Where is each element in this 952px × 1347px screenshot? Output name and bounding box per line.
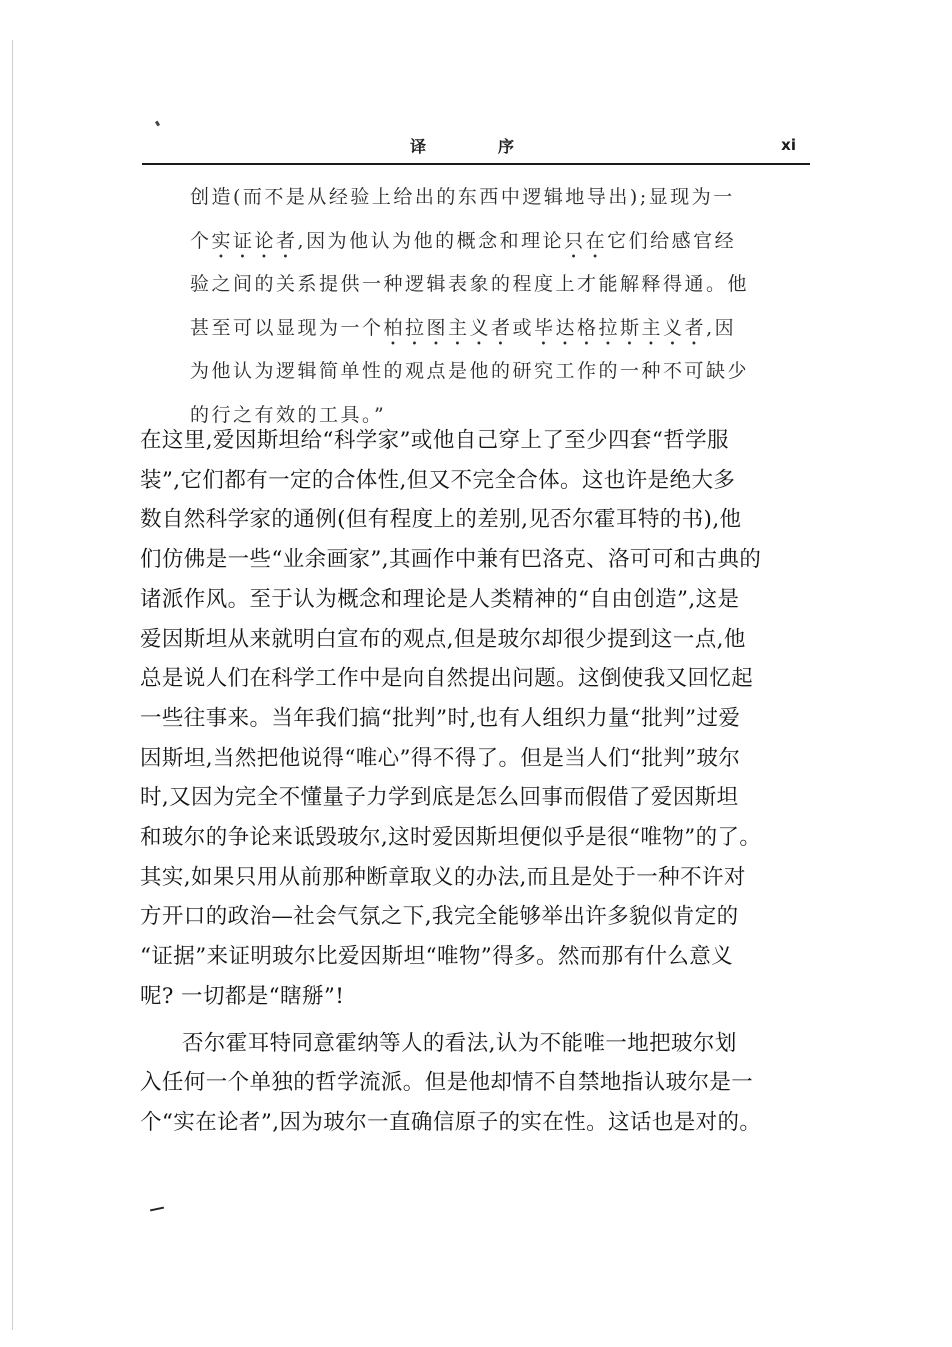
text-line: 呢? 一切都是“瞎掰”! [140,983,345,1009]
emphasized-term: 毕达格拉斯主义者 [534,316,707,339]
quote-text: 或 [512,316,535,339]
block-quote [190,176,812,437]
emphasized-term: 只在 [564,229,608,252]
text-line: 爱因斯坦从来就明白宣布的观点,但是玻尔却很少提到这一点,他 [140,626,746,652]
text-line: 否尔霍耳特同意霍纳等人的看法,认为不能唯一地把玻尔划 [182,1030,737,1056]
body-text [140,421,815,1143]
text-line: 诸派作风。至于认为概念和理论是人类精神的“自由创造”,这是 [140,586,740,612]
quote-line: 的行之有效的工具。” [190,403,387,426]
quote-line: 验之间的关系提供一种逻辑表象的程度上才能解释得通。他 [190,273,750,295]
text-line: 个“实在论者”,因为玻尔一直确信原子的实在性。这话也是对的。 [140,1109,762,1135]
emphasized-term: 实证论者 [211,229,298,252]
text-line: 数自然科学家的通例(但有程度上的差别,见否尔霍耳特的书),他 [140,507,742,533]
text-line: 总是说人们在科学工作中是向自然提出问题。这倒使我又回忆起 [140,666,754,692]
scan-speck [155,121,160,127]
page-number: xi [781,136,796,154]
text-line: 其实,如果只用从前那种断章取义的办法,而且是处于一种不许对 [140,864,746,890]
running-header [142,128,810,162]
text-line: 们仿佛是一些“业余画家”,其画作中兼有巴洛克、洛可可和古典的 [140,547,762,573]
text-line: “证据”来证明玻尔比爱因斯坦“唯物”得多。然而那有什么意义 [140,944,734,970]
header-title: 译 序 [409,137,542,156]
page-edge-line [12,40,13,1330]
text-line: 装”,它们都有一定的合体性,但又不完全合体。这也许是绝大多 [140,467,736,493]
text-line: 因斯坦,当然把他说得“唯心”得不得了。但是当人们“批判”玻尔 [140,745,741,771]
quote-text: 个 [190,229,212,252]
quote-line [190,220,812,264]
quote-text: ,因 [706,316,737,339]
emphasized-term: 柏拉图主义者 [383,316,513,339]
text-line: 入任何一个单独的哲学流派。但是他却情不自禁地指认玻尔是一 [140,1070,754,1096]
text-line: 方开口的政治—社会气氛之下,我完全能够举出许多貌似肯定的 [140,904,739,930]
paragraph [140,1024,815,1143]
text-line: 时,又因为完全不懂量子力学到底是怎么回事而假借了爱因斯坦 [140,785,739,811]
quote-text: 它们给感官经 [607,229,737,252]
text-line: 和玻尔的争论来诋毁玻尔,这时爱因斯坦便似乎是很“唯物”的了。 [140,825,762,851]
scan-mark [150,1207,164,1212]
paragraph [140,421,815,1017]
quote-line: 为他认为逻辑简单性的观点是他的研究工作的一种不可缺少 [190,360,750,382]
quote-text: 甚至可以显现为一个 [190,316,384,339]
text-line: 一些往事来。当年我们搞“批判”时,也有人组织力量“批判”过爱 [140,705,741,731]
quote-text: ,因为他认为他的概念和理论 [297,229,565,252]
quote-line: 创造(而不是从经验上给出的东西中逻辑地导出);显现为一 [190,186,735,208]
text-line: 在这里,爱因斯坦给“科学家”或他自己穿上了至少四套“哲学服 [140,428,729,453]
quote-line [190,307,812,351]
header-rule [142,163,810,165]
